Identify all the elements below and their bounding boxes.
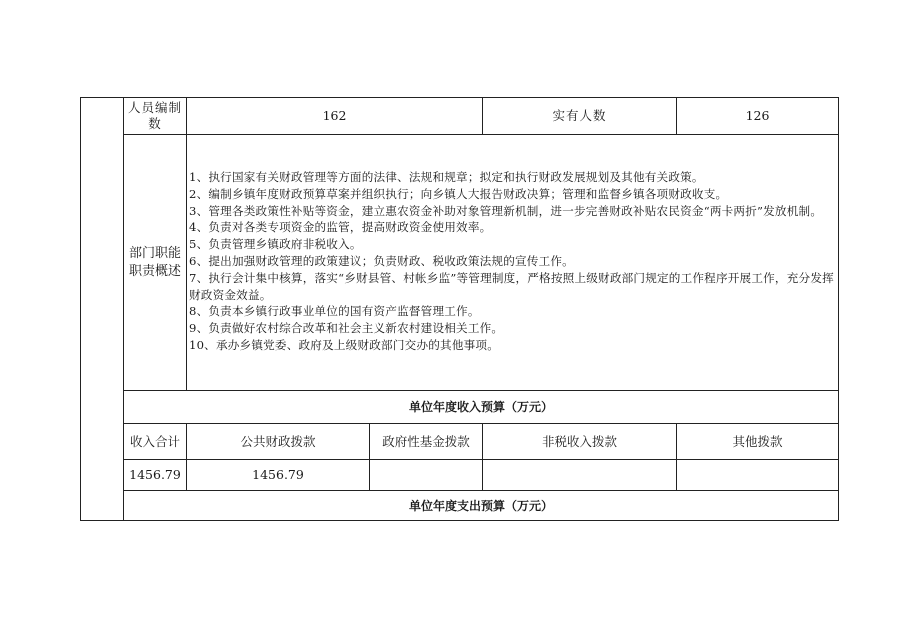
expense-budget-title: 单位年度支出预算（万元） xyxy=(408,498,553,513)
income-value-government-fund xyxy=(370,460,482,490)
duty-item: 6、提出加强财政管理的政策建议；负责财政、税收政策法规的宣传工作。 xyxy=(189,253,574,268)
duty-item: 5、负责管理乡镇政府非税收入。 xyxy=(189,237,362,252)
table-border-left xyxy=(80,97,81,520)
income-value-total: 1456.79 xyxy=(129,467,181,482)
duty-item: 1、执行国家有关财政管理等方面的法律、法规和规章；拟定和执行财政发展规划及其他有关政策。 xyxy=(189,170,704,184)
col-divider xyxy=(186,134,187,390)
staffing-label-cell xyxy=(124,98,186,134)
duty-item: 2、编制乡镇年度财政预算草案并组织执行；向乡镇人大报告财政决算；管理和监督乡镇各项财政收支。 xyxy=(189,186,728,201)
income-header-other: 其他拨款 xyxy=(732,433,783,449)
staffing-label-line1: 人员编制 xyxy=(127,100,182,115)
income-value-other xyxy=(677,460,838,490)
income-value-non-tax xyxy=(483,460,676,490)
authorized-count: 162 xyxy=(322,108,347,123)
actual-count-label: 实有人数 xyxy=(552,108,607,123)
duty-item: 8、负责本乡镇行政事业单位的国有资产监督管理工作。 xyxy=(189,304,480,319)
duties-label-cell xyxy=(124,135,186,390)
duty-item: 3、管理各类政策性补贴等资金，建立惠农资金补助对象管理新机制，进一步完善财政补贴农民资金“两卡两折”发放机制。 xyxy=(189,203,823,218)
row-divider xyxy=(123,134,839,135)
duties-list xyxy=(189,169,839,354)
duty-item: 9、负责做好农村综合改革和社会主义新农村建设相关工作。 xyxy=(189,321,504,336)
actual-count: 126 xyxy=(745,108,770,123)
income-header-government-fund: 政府性基金拨款 xyxy=(382,433,470,449)
income-header-total: 收入合计 xyxy=(129,433,180,449)
income-header-public-finance: 公共财政拨款 xyxy=(240,433,316,449)
table-border-bottom xyxy=(80,520,839,521)
duties-label-line1: 部门职能 xyxy=(128,245,181,261)
duty-item: 7、执行会计集中核算，落实“乡财县管、村帐乡监”等管理制度，严格按照上级财政部门规定的工作程序开展工作，充分发挥财政资金效益。 xyxy=(189,270,834,302)
duties-label-line2: 职责概述 xyxy=(128,263,181,279)
staffing-label-line2: 数 xyxy=(148,116,162,131)
duty-item: 4、负责对各类专项资金的监管，提高财政资金使用效率。 xyxy=(189,220,492,235)
income-value-public-finance: 1456.79 xyxy=(252,467,304,482)
income-header-non-tax: 非税收入拨款 xyxy=(541,433,617,449)
income-budget-title: 单位年度收入预算（万元） xyxy=(408,400,553,414)
duty-item: 10、承办乡镇党委、政府及上级财政部门交办的其他事项。 xyxy=(189,337,499,352)
